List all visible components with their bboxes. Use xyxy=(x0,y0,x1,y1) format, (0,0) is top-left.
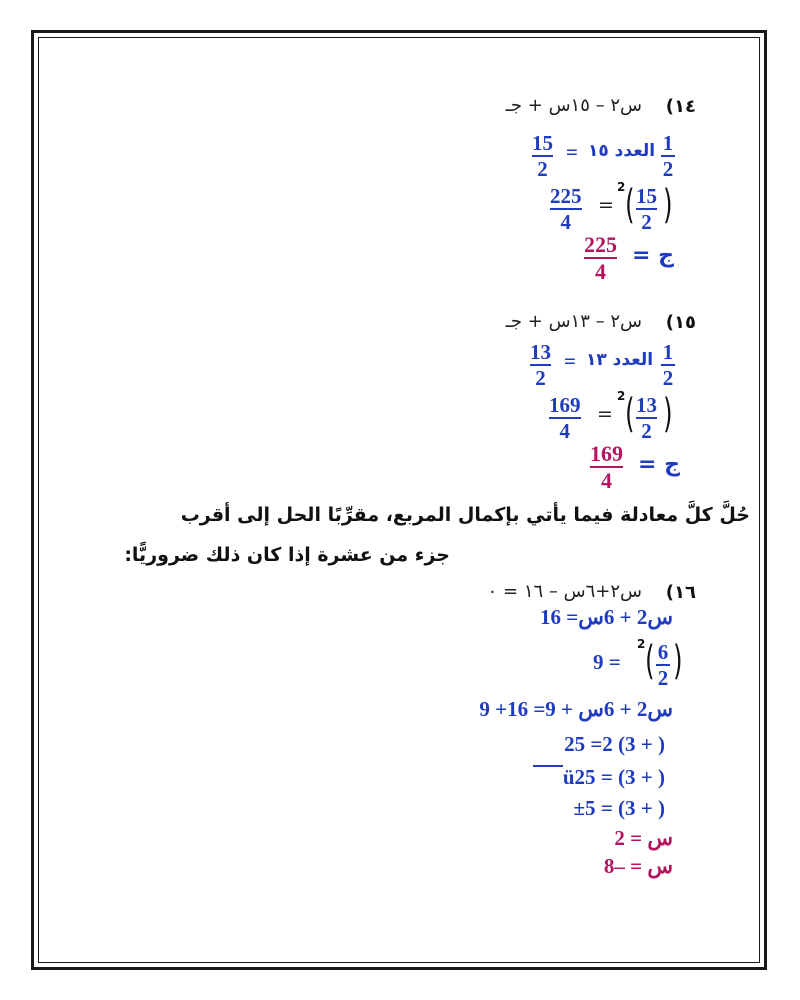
numerator: 1 xyxy=(662,131,674,155)
problem-14-c-value xyxy=(584,234,617,283)
equals-sign: = xyxy=(598,194,614,216)
numerator: 15 xyxy=(532,131,553,155)
denominator: 2 xyxy=(657,666,669,690)
numerator: 169 xyxy=(590,441,623,466)
problem-14-half-result xyxy=(532,133,553,180)
right-paren: ) xyxy=(673,638,683,684)
denominator: 4 xyxy=(559,419,570,443)
instruction-line-2: جزء من عشرة إذا كان ذلك ضروريًّا: xyxy=(124,544,450,566)
equals-sign: = xyxy=(566,140,578,164)
denominator: 2 xyxy=(641,419,652,443)
problem-15-square-result xyxy=(549,395,581,442)
problem-16-step-3: س2 + 6س + 9= 16+ 9 xyxy=(479,697,673,721)
problem-14-square-result xyxy=(550,186,582,233)
problem-14-half-label: العدد ١٥ xyxy=(588,141,656,161)
numerator: 13 xyxy=(530,340,551,364)
problem-16-step-2-fraction xyxy=(656,642,670,689)
denominator: 2 xyxy=(535,366,546,390)
page-inner-border xyxy=(38,37,760,963)
exponent-two: 2 xyxy=(617,389,626,403)
exponent-two: 2 xyxy=(617,180,626,194)
left-paren: ( xyxy=(625,391,635,437)
denominator: 2 xyxy=(662,366,674,390)
numerator: 6 xyxy=(657,640,669,664)
denominator: 4 xyxy=(560,210,571,234)
right-paren: ) xyxy=(663,391,673,437)
problem-14-square-inner xyxy=(636,186,657,233)
problem-16-expression: س٢+٦س – ١٦ = ٠ xyxy=(487,581,642,602)
problem-16-step-1: س2 + 6س= 16 xyxy=(540,605,673,629)
numerator: 169 xyxy=(549,393,581,417)
problem-15-square-inner xyxy=(636,395,657,442)
problem-16-step-5: ( + 3) = ü25 xyxy=(562,765,665,789)
problem-15-number: ١٥) xyxy=(665,312,696,333)
numerator: 225 xyxy=(584,232,617,257)
denominator: 2 xyxy=(537,157,548,181)
left-paren: ( xyxy=(625,182,635,228)
problem-16-number: ١٦) xyxy=(665,582,696,603)
problem-15-c-label: ج = xyxy=(638,452,680,477)
problem-16-step-6: ( + 3) = ±5 xyxy=(573,796,665,820)
problem-15-half-result xyxy=(530,342,551,389)
numerator: 1 xyxy=(662,340,674,364)
instruction-line-1: حُلَّ كلَّ معادلة فيما يأتي بإكمال المربع، مقرِّبًا الحل إلى أقرب xyxy=(180,504,750,526)
numerator: 225 xyxy=(550,184,582,208)
problem-15-expression: س٢ – ١٣س + جـ xyxy=(505,311,642,332)
denominator: 4 xyxy=(601,468,612,493)
problem-15-c-value xyxy=(590,443,623,492)
left-paren: ( xyxy=(645,638,655,684)
right-paren: ) xyxy=(663,182,673,228)
numerator: 13 xyxy=(636,393,657,417)
problem-15-half-label: العدد ١٣ xyxy=(586,350,654,370)
radical-overline xyxy=(533,765,563,767)
problem-14-number: ١٤) xyxy=(665,96,696,117)
exponent-two: 2 xyxy=(637,637,646,651)
problem-16-solution-2: س = –8 xyxy=(603,854,673,878)
denominator: 4 xyxy=(595,259,606,284)
problem-14-half-fraction xyxy=(661,133,675,180)
problem-14-expression: س٢ – ١٥س + جـ xyxy=(505,95,642,116)
equals-sign: = xyxy=(597,403,613,425)
problem-16-solution-1: س = 2 xyxy=(614,826,673,850)
denominator: 2 xyxy=(641,210,652,234)
numerator: 15 xyxy=(636,184,657,208)
problem-16-step-2-result: = 9 xyxy=(593,650,621,674)
equals-sign: = xyxy=(564,349,576,373)
problem-15-half-fraction xyxy=(661,342,675,389)
problem-14-c-label: ج = xyxy=(632,243,674,268)
denominator: 2 xyxy=(662,157,674,181)
problem-16-step-4: ( + 3) 2= 25 xyxy=(564,732,665,756)
